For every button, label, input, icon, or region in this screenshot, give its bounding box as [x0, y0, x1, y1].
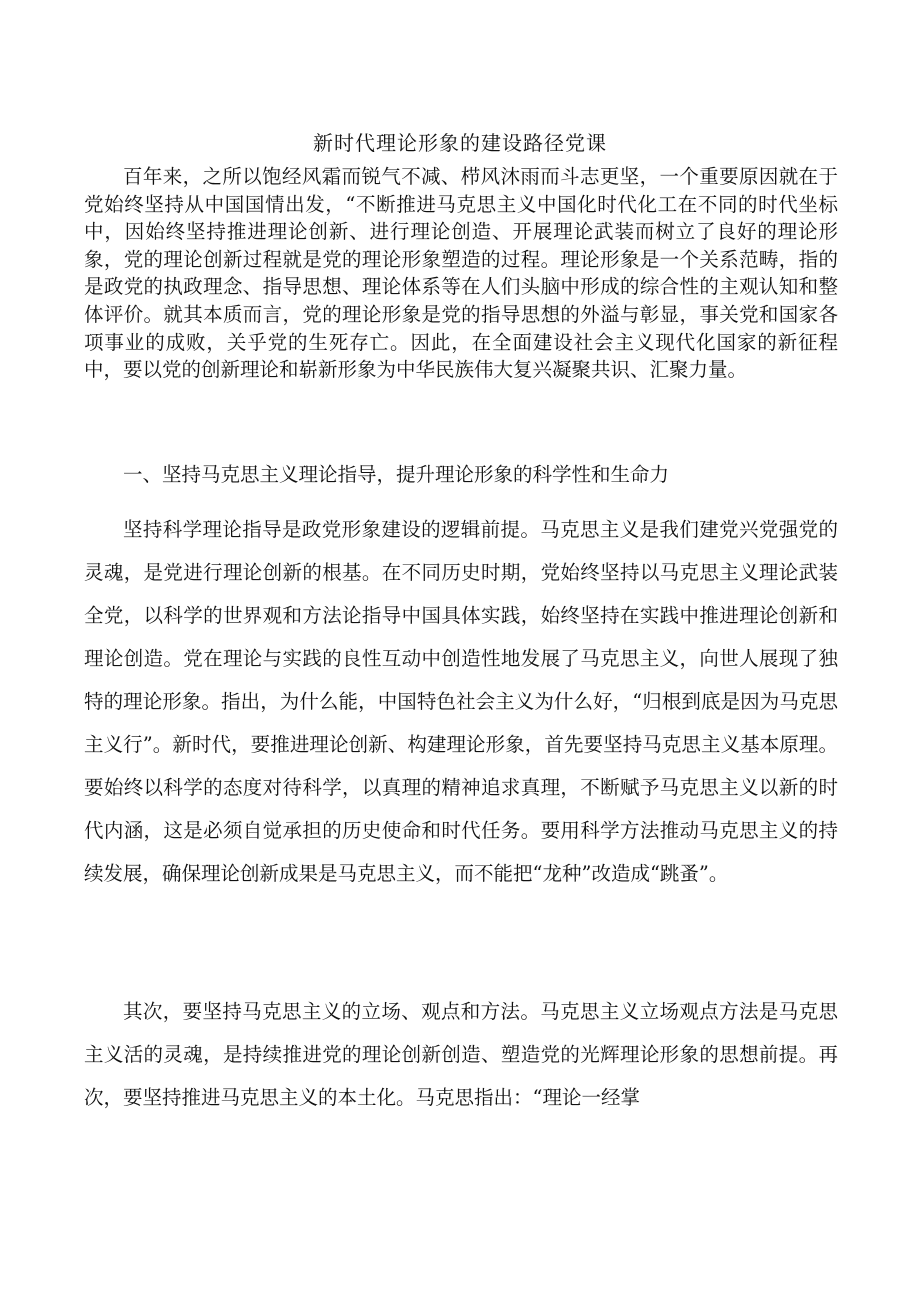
section-heading-1: 一、坚持马克思主义理论指导，提升理论形象的科学性和生命力 — [123, 463, 670, 486]
paragraph-section-1-continued: 其次，要坚持马克思主义的立场、观点和方法。马克思主义立场观点方法是马克思主义活的灵魂，是持续推进党的理论创新创造、塑造党的光辉理论形象的思想前提。再次，要坚持推进马克思主义的本土化。马克思指出：“理论一经掌 — [84, 1000, 838, 1109]
paragraph-section-1-body: 坚持科学理论指导是政党形象建设的逻辑前提。马克思主义是我们建党兴党强党的灵魂，是党进行理论创新的根基。在不同历史时期，党始终坚持以马克思主义理论武装全党，以科学的世界观和方法论指导中国具体实践，始终坚持在实践中推进理论创新和理论创造。党在理论与实践的良性互动中创造性地发展了马克思主义，向世人展现了独特的理论形象。指出，为什么能，中国特色社会主义为什么好，“归根到底是因为马克思主义行”。新时代，要推进理论创新、构建理论形象，首先要坚持马克思主义基本原理。要始终以科学的态度对待科学，以真理的精神追求真理，不断赋予马克思主义以新的时代内涵，这是必须自觉承担的历史使命和时代任务。要用科学方法推动马克思主义的持续发展，确保理论创新成果是马克思主义，而不能把“龙种”改造成“跳蚤”。 — [84, 518, 838, 885]
document-title: 新时代理论形象的建设路径党课 — [313, 131, 607, 155]
paragraph-intro: 百年来，之所以饱经风霜而锐气不减、栉风沐雨而斗志更坚，一个重要原因就在于党始终坚持从中国国情出发，“不断推进马克思主义中国化时代化工在不同的时代坐标中，因始终坚持推进理论创新、进行理论创造、开展理论武装而树立了良好的理论形象，党的理论创新过程就是党的理论形象塑造的过程。理论形象是一个关系范畴，指的是政党的执政理念、指导思想、理论体系等在人们头脑中形成的综合性的主观认知和整体评价。就其本质而言，党的理论形象是党的指导思想的外溢与彰显，事关党和国家各项事业的成败，关乎党的生死存亡。因此，在全面建设社会主义现代化国家的新征程中，要以党的创新理论和崭新形象为中华民族伟大复兴凝聚共识、汇聚力量。 — [84, 165, 838, 382]
